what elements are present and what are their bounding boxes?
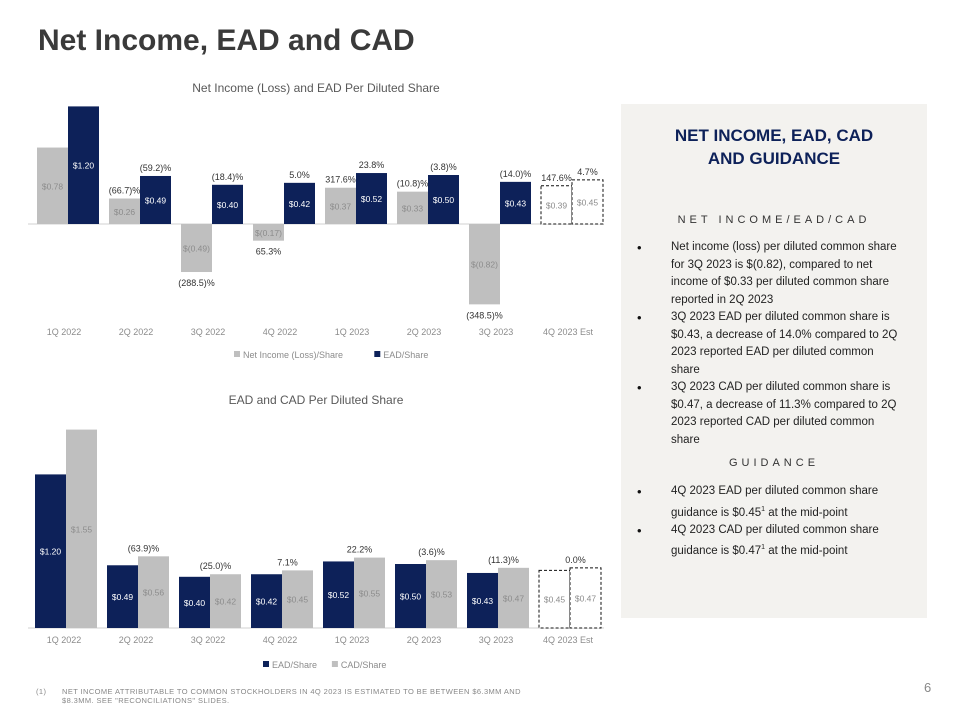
bullet-net-income: • Net income (loss) per diluted common share for 3Q 2023 is $(0.82), compared to net income of $0.33 per diluted common share reported in 2Q 2023 bbox=[635, 239, 905, 309]
net-income-bullet-list bbox=[635, 239, 905, 449]
bar-value-label-b-2: $0.42 bbox=[214, 596, 237, 607]
change-label-b-4: 22.2% bbox=[346, 544, 373, 555]
guidance-panel bbox=[621, 104, 927, 618]
change-label-b-4: 23.8% bbox=[358, 160, 385, 171]
cad-guidance-footnote-ref: 1 bbox=[761, 544, 766, 552]
bullet-cad-guidance bbox=[635, 522, 905, 561]
footnote-text: NET INCOME ATTRIBUTABLE TO COMMON STOCKHOLDERS IN 4Q 2023 IS ESTIMATED TO BE BETWEEN $6.3MM AND $8.3MM. SEE "RECONCILIATIONS" SLIDES. bbox=[62, 687, 521, 705]
section-heading-net-income: NET INCOME/EAD/CAD bbox=[677, 214, 871, 226]
bar-value-label-a-3: $0.42 bbox=[255, 596, 278, 607]
legend-label-1: CAD/Share bbox=[340, 660, 387, 670]
category-label-0: 1Q 2022 bbox=[46, 327, 82, 337]
category-label-6: 3Q 2023 bbox=[478, 327, 514, 337]
category-label-5: 2Q 2023 bbox=[406, 635, 442, 645]
cad-guidance-text: 4Q 2023 CAD per diluted common share guidance is $0.47 bbox=[671, 523, 879, 558]
bar-value-label-a-0: $0.78 bbox=[41, 181, 64, 192]
page-title: Net Income, EAD and CAD bbox=[38, 24, 415, 57]
category-label-7: 4Q 2023 Est bbox=[542, 327, 594, 337]
chart-title: Net Income (Loss) and EAD Per Diluted Share bbox=[192, 81, 440, 95]
ead-cad-chart bbox=[28, 390, 608, 680]
change-label-b-7: 0.0% bbox=[565, 554, 586, 565]
bar-value-label-b-1: $0.49 bbox=[144, 195, 167, 206]
net-income-ead-chart-svg bbox=[28, 78, 608, 370]
legend-swatch-1 bbox=[332, 661, 338, 667]
bar-value-label-b-0: $1.55 bbox=[70, 524, 93, 535]
bar-value-label-a-5: $0.50 bbox=[399, 591, 422, 602]
bullet-ead: • 3Q 2023 EAD per diluted common share is $0.43, a decrease of 14.0% compared to 2Q 2023 reported EAD per diluted common share bbox=[635, 309, 905, 379]
bar-value-label-a-5: $0.33 bbox=[401, 203, 424, 214]
bar-value-label-a-6: $(0.82) bbox=[471, 259, 498, 270]
bar-value-label-a-2: $(0.49) bbox=[183, 243, 210, 254]
bullet-cad: • 3Q 2023 CAD per diluted common share is $0.47, a decrease of 11.3% compared to 2Q 2023 reported CAD per diluted common share bbox=[635, 379, 905, 449]
change-label-b-6: (14.0)% bbox=[499, 168, 532, 179]
change-label-b-7: 4.7% bbox=[577, 166, 598, 177]
category-label-1: 2Q 2022 bbox=[118, 635, 154, 645]
ead-guidance-text-end: at the mid-point bbox=[765, 506, 848, 519]
bar-value-label-b-3: $0.42 bbox=[288, 198, 311, 209]
change-label-a-7: 147.6% bbox=[541, 172, 572, 183]
panel-title-line-2: AND GUIDANCE bbox=[707, 149, 841, 168]
ead-guidance-text: 4Q 2023 EAD per diluted common share guidance is $0.45 bbox=[671, 485, 879, 519]
legend-label-1: EAD/Share bbox=[383, 350, 429, 360]
category-label-5: 2Q 2023 bbox=[406, 327, 442, 337]
bar-value-label-a-6: $0.43 bbox=[471, 595, 494, 606]
bar-value-label-a-0: $1.20 bbox=[39, 546, 62, 557]
change-label-a-4: 317.6% bbox=[325, 174, 356, 185]
bar-value-label-a-3: $(0.17) bbox=[255, 227, 282, 238]
bar-value-label-b-4: $0.52 bbox=[360, 194, 383, 205]
bar-value-label-b-7: $0.45 bbox=[576, 197, 599, 208]
footnote bbox=[36, 687, 532, 705]
bar-value-label-b-6: $0.47 bbox=[502, 593, 525, 604]
footnote-marker: (1) bbox=[36, 687, 47, 696]
legend-swatch-0 bbox=[234, 351, 240, 357]
change-label-a-3: 65.3% bbox=[255, 246, 282, 257]
bar-value-label-a-4: $0.52 bbox=[327, 590, 350, 601]
ead-guidance-footnote-ref: 1 bbox=[761, 505, 766, 513]
section-heading-guidance: GUIDANCE bbox=[728, 457, 820, 469]
page-number: 6 bbox=[924, 680, 932, 695]
change-label-a-2: (288.5)% bbox=[178, 278, 215, 289]
change-label-b-1: (59.2)% bbox=[139, 162, 172, 173]
chart-title: EAD and CAD Per Diluted Share bbox=[228, 393, 404, 407]
category-label-4: 1Q 2023 bbox=[334, 635, 370, 645]
ead-cad-chart-svg bbox=[28, 390, 608, 680]
change-label-b-6: (11.3)% bbox=[488, 554, 519, 565]
bar-value-label-b-3: $0.45 bbox=[286, 594, 309, 605]
bar-value-label-a-4: $0.37 bbox=[329, 201, 352, 212]
bar-value-label-b-2: $0.40 bbox=[216, 199, 239, 210]
bar-value-label-b-6: $0.43 bbox=[504, 198, 527, 209]
change-label-a-1: (66.7)% bbox=[108, 185, 141, 196]
category-label-7: 4Q 2023 Est bbox=[542, 635, 594, 645]
category-label-2: 3Q 2022 bbox=[190, 327, 226, 337]
category-label-3: 4Q 2022 bbox=[262, 327, 298, 337]
change-label-b-3: 7.1% bbox=[277, 557, 298, 568]
guidance-bullet-list bbox=[635, 483, 905, 561]
panel-title bbox=[621, 124, 927, 170]
category-label-3: 4Q 2022 bbox=[262, 635, 298, 645]
panel-title-line-1: NET INCOME, EAD, CAD bbox=[674, 126, 874, 145]
change-label-a-5: (10.8)% bbox=[396, 178, 429, 189]
change-label-b-5: (3.6)% bbox=[418, 547, 445, 558]
change-label-b-2: (18.4)% bbox=[211, 171, 244, 182]
bar-value-label-b-7: $0.47 bbox=[574, 593, 597, 604]
category-label-1: 2Q 2022 bbox=[118, 327, 154, 337]
bar-value-label-b-0: $1.20 bbox=[72, 160, 95, 171]
bar-value-label-b-1: $0.56 bbox=[142, 587, 165, 598]
bar-value-label-b-5: $0.53 bbox=[430, 589, 453, 600]
legend-swatch-1 bbox=[374, 351, 380, 357]
bar-value-label-b-5: $0.50 bbox=[432, 195, 455, 205]
change-label-b-1: (63.9)% bbox=[127, 543, 160, 554]
category-label-6: 3Q 2023 bbox=[478, 635, 514, 645]
legend-label-0: Net Income (Loss)/Share bbox=[243, 350, 344, 360]
change-label-b-3: 5.0% bbox=[289, 169, 310, 180]
bar-value-label-a-7: $0.39 bbox=[545, 200, 568, 211]
change-label-a-6: (348.5)% bbox=[466, 310, 503, 321]
category-label-0: 1Q 2022 bbox=[46, 635, 82, 645]
category-label-4: 1Q 2023 bbox=[334, 327, 370, 337]
category-label-2: 3Q 2022 bbox=[190, 635, 226, 645]
bar-value-label-b-4: $0.55 bbox=[358, 588, 381, 599]
bar-value-label-a-2: $0.40 bbox=[183, 597, 206, 608]
change-label-b-2: (25.0)% bbox=[199, 561, 232, 572]
net-income-ead-chart bbox=[28, 78, 608, 370]
cad-guidance-text-end: at the mid-point bbox=[765, 545, 848, 558]
bullet-ead-guidance bbox=[635, 483, 905, 522]
bar-value-label-a-1: $0.49 bbox=[111, 592, 134, 603]
legend-swatch-0 bbox=[263, 661, 269, 667]
legend-label-0: EAD/Share bbox=[272, 660, 318, 670]
bar-value-label-a-7: $0.45 bbox=[543, 594, 566, 605]
change-label-b-5: (3.8)% bbox=[430, 162, 457, 172]
bar-value-label-a-1: $0.26 bbox=[113, 206, 136, 217]
